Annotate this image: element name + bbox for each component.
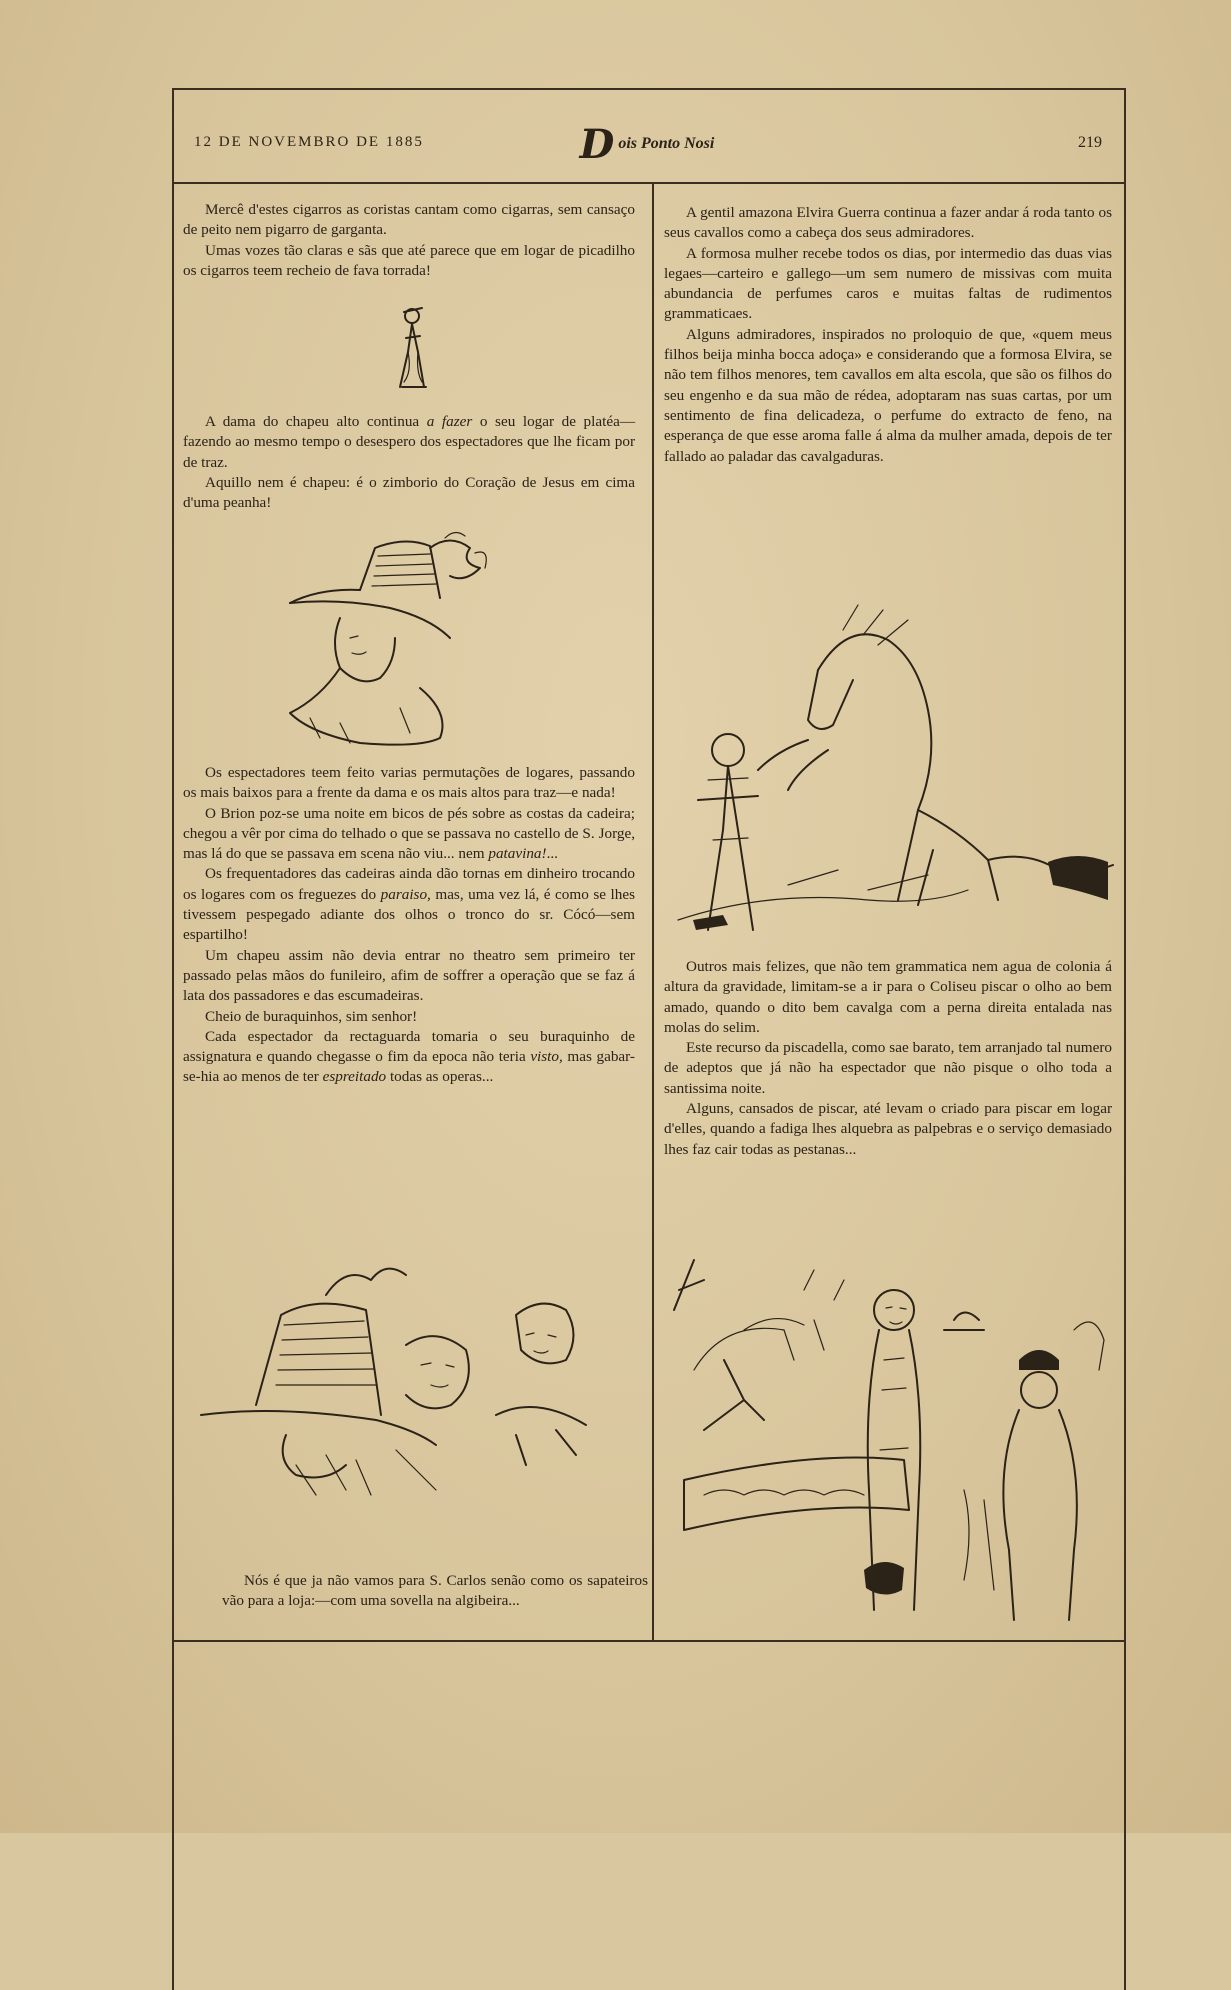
right-text-block-2 [664,957,1112,1160]
masthead-initial: D [579,120,615,168]
text-run: o seu logar de platéa—fazendo ao mesmo tempo o desespero dos espectadores que lhe ficam por de traz. [183,413,636,471]
text-run: todas as operas... [386,1068,494,1086]
masthead-title [572,116,722,172]
text-run: Cada espectador da rectaguarda tomaria o seu buraquinho de assignatura e quando chegasse o fim da epoca não teria [183,1027,635,1066]
theatre-audience-illustration [196,1255,646,1500]
paragraph: Nós é que ja não vamos para S. Carlos senão como os sapateiros vão para a loja:—com uma sovella na algibeira... [222,1572,648,1610]
text-run: A dama do chapeu alto continua [205,413,427,430]
paragraph: Mercê d'estes cigarros as coristas cantam como cigarras, sem cansaço de peito nem pigarro de garganta. [183,201,635,239]
horse-rider-illustration [668,600,1116,940]
left-text-block-3 [183,763,635,1088]
emphasis: a fazer [426,413,473,430]
lady-hat-illustration [280,528,530,748]
paragraph: Cheio de buraquinhos, sim senhor! [205,1007,418,1025]
page-number: 219 [1078,134,1102,151]
paragraph: Alguns admiradores, inspirados no proloquio de que, «quem meus filhos beija minha bocca adoça» e considerando que a formosa Elvira, se não tem filhos menores, tem cavallos em alta escola, que são os filhos do seu engenho e da sua mão de rédea, adoptaram nas suas cartas, por um sentimento de fina delicadeza, o perfume do extracto de feno, na esperança de que esse aroma falle á alma da mulher amada, depois de ter fallado ao paladar das cavalgaduras. [664,325,1112,465]
text-run: ... [546,845,558,863]
bottom-rule [172,1640,1126,1642]
page-header [172,88,1126,184]
paragraph: Este recurso da piscadella, como sae barato, tem arranjado tal numero de adeptos que já não ha espectador que não pisque o olho toda a santissima noite. [664,1039,1112,1097]
masthead-rest: ois Ponto Nosi [618,135,715,152]
paragraph: Um chapeu assim não devia entrar no theatro sem primeiro ter passado pelas mãos do funileiro, afim de soffrer a operação que se faz á lata dos passadores e das escumadeiras. [183,946,635,1005]
frame-right-rule [1124,88,1126,1642]
column-rule [652,182,654,1642]
left-text-block-1 [183,200,635,281]
paragraph: Umas vozes tão claras e sãs que até parece que em logar de picadilho os cigarros teem recheio de fava torrada! [183,241,635,279]
right-text-block-1 [664,203,1112,467]
text-run: O Brion poz-se uma noite em bicos de pés sobre as costas da cadeira; chegou a vêr por cima do telhado o que se passava no castello de S. Jorge, mas lá do que se passava em scena não viu... nem [183,804,635,863]
frame-left-rule [172,182,174,1642]
paragraph: Aquillo nem é chapeu: é o zimborio do Coração de Jesus em cima d'uma peanha! [183,473,635,512]
paragraph: A formosa mulher recebe todos os dias, por intermedio das duas vias legaes—carteiro e gallego—um sem numero de missivas com muita abundancia de perfumes caros e muitas faltas de rudimentos grammaticaes. [664,244,1112,323]
paragraph: Os espectadores teem feito varias permutações de logares, passando os mais baixos para a frente da dama e os mais altos para traz—e nada! [183,764,635,802]
paragraph: Outros mais felizes, que não tem grammatica nem agua de colonia á altura da gravidade, limitam-se a ir para o Coliseu piscar o olho ao bem amado, quando o dito bem cavalga com a perna direita entalada nas molas do selim. [664,958,1112,1036]
left-text-block-2 [183,412,635,513]
text-run: mas gabar-se-hia ao menos de ter [183,1048,635,1086]
text-run: Os frequentadores das cadeiras ainda dão tornas em dinheiro trocando os logares com os freguezes do [183,865,635,903]
paragraph: A gentil amazona Elvira Guerra continua a fazer andar á roda tanto os seus cavallos como a cabeça dos seus admiradores. [664,204,1112,242]
small-figure-illustration [382,302,442,402]
paragraph: Alguns, cansados de piscar, até levam o criado para piscar em logar d'elles, quando a fadiga lhes alquebra as palpebras e o serviço demasiado lhes faz cair todas as pestanas... [664,1100,1112,1158]
header-date: 12 DE NOVEMBRO DE 1885 [194,134,424,150]
emphasis: patavina! [488,845,547,863]
emphasis: visto, [530,1048,563,1066]
left-text-block-4 [222,1571,648,1612]
emphasis: espreitado [322,1068,387,1086]
coliseu-audience-illustration [664,1250,1116,1630]
emphasis: paraiso, [380,885,431,903]
text-run: mas, uma vez lá, é como se lhes tivessem pespegado adiante dos olhos o tronco do sr. Cócó—sem espartilho! [183,885,635,944]
